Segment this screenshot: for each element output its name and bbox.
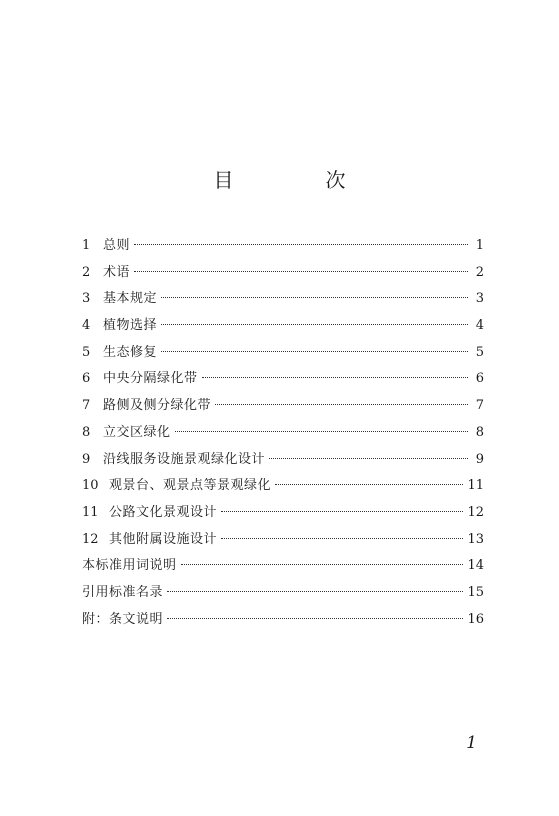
dot-leader — [181, 564, 464, 565]
dot-leader — [167, 591, 463, 592]
dot-leader — [161, 297, 468, 298]
toc-entry-number: 7 — [82, 398, 91, 414]
toc-entry[interactable] — [82, 473, 484, 500]
dot-leader — [175, 431, 468, 432]
toc-entry-number: 12 — [82, 531, 99, 547]
toc-entry-page: 16 — [467, 611, 484, 627]
dot-leader — [269, 458, 468, 459]
dot-leader — [167, 618, 463, 619]
toc-entry[interactable] — [82, 607, 484, 634]
dot-leader — [215, 404, 468, 405]
toc-entry-page: 5 — [475, 344, 484, 360]
toc-entry-label: 观景台、观景点等景观绿化 — [109, 478, 272, 494]
toc-entry[interactable] — [82, 286, 484, 313]
toc-entry-page: 13 — [467, 531, 484, 547]
toc-entry-label: 总则 — [103, 238, 131, 253]
toc-entry-page: 12 — [467, 504, 484, 520]
dot-leader — [161, 351, 468, 352]
toc-entry-number: 8 — [82, 424, 91, 440]
toc-entry-page: 6 — [475, 371, 484, 387]
toc-entry-label: 中央分隔绿化带 — [103, 371, 198, 387]
toc-entry[interactable] — [82, 340, 484, 367]
page-title: 目 次 — [213, 168, 382, 192]
dot-leader — [202, 377, 468, 378]
toc-entry-page: 8 — [475, 424, 484, 440]
toc-entry[interactable] — [82, 260, 484, 287]
toc-entry[interactable] — [82, 447, 484, 474]
dot-leader — [134, 271, 468, 272]
toc-entry-number: 9 — [82, 451, 91, 467]
page-number: 1 — [466, 733, 477, 753]
toc-entry[interactable] — [82, 233, 484, 260]
toc-entry[interactable] — [82, 313, 484, 340]
toc-entry-label: 其他附属设施设计 — [109, 531, 218, 547]
toc-entry-page: 15 — [467, 584, 484, 600]
toc-entry[interactable] — [82, 553, 484, 580]
dot-leader — [161, 324, 468, 325]
toc-entry-number: 11 — [82, 504, 99, 520]
toc-entry-number: 6 — [82, 371, 91, 387]
toc-entry-number: 2 — [82, 264, 91, 280]
dot-leader — [221, 538, 463, 539]
dot-leader — [221, 511, 463, 512]
dot-leader — [134, 244, 468, 245]
toc-entry[interactable] — [82, 393, 484, 420]
toc-entry-label: 路侧及侧分绿化带 — [103, 398, 212, 414]
toc-entry-label: 生态修复 — [103, 344, 158, 360]
toc-entry-number: 3 — [82, 291, 91, 307]
toc-entry-label: 基本规定 — [103, 291, 158, 307]
toc-entry[interactable] — [82, 580, 484, 607]
toc-entry-page: 9 — [475, 451, 484, 467]
toc-entry-label: 本标准用词说明 — [82, 558, 177, 574]
toc-entry-page: 11 — [467, 478, 484, 494]
toc-entry-number: 5 — [82, 344, 91, 360]
toc-entry-number: 1 — [82, 238, 91, 253]
toc-entry[interactable] — [82, 366, 484, 393]
toc-entry-label: 沿线服务设施景观绿化设计 — [103, 451, 266, 467]
toc-entry-label: 植物选择 — [103, 318, 158, 334]
toc-entry-page: 7 — [475, 398, 484, 414]
toc-entry-page: 14 — [467, 558, 484, 574]
toc-entry-page: 2 — [475, 264, 484, 280]
toc-entry-page: 1 — [475, 238, 484, 253]
toc-entry[interactable] — [82, 527, 484, 554]
toc-entry-label: 引用标准名录 — [82, 584, 164, 600]
toc-entry-page: 4 — [475, 318, 484, 334]
dot-leader — [275, 484, 463, 485]
toc-entry[interactable] — [82, 500, 484, 527]
toc-entry-label: 附：条文说明 — [82, 611, 164, 627]
toc-entry-number: 10 — [82, 478, 99, 494]
toc-entry-page: 3 — [475, 291, 484, 307]
toc-entry[interactable] — [82, 420, 484, 447]
toc-entry-label: 公路文化景观设计 — [109, 504, 218, 520]
table-of-contents — [82, 233, 484, 633]
toc-entry-label: 术语 — [103, 264, 131, 280]
toc-entry-label: 立交区绿化 — [103, 424, 171, 440]
toc-entry-number: 4 — [82, 318, 91, 334]
